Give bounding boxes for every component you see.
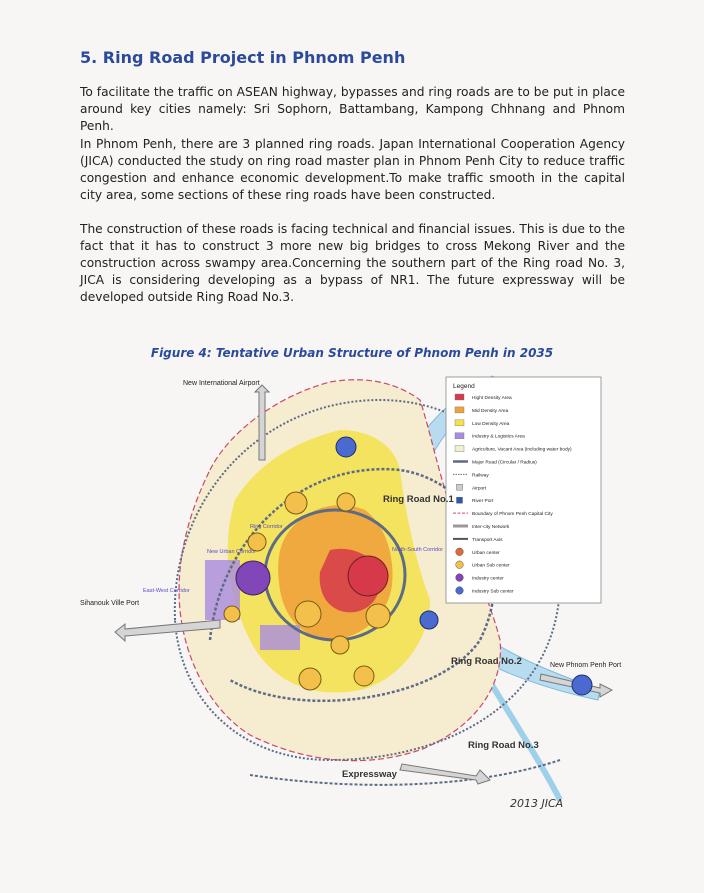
label-east-west-corridor: East-West Corridor [143, 588, 190, 594]
legend-label: Agriculture, Vacant Area (including water body) [472, 447, 572, 453]
legend-label: River Port [472, 499, 494, 505]
legend-label: Urban Sub center [472, 563, 510, 569]
section-heading: 5. Ring Road Project in Phnom Penh [80, 48, 406, 67]
legend-label: Hight Density Area [472, 396, 512, 401]
paragraph: In Phnom Penh, there are 3 planned ring roads. Japan International Cooperation Agency (JICA) conducted the study on ring road master plan in Phnom Penh City to reduce traffic congestion and enhance economic development.To make traffic smooth in the capital city area, some sections of these ring roads have been constructed. [80, 137, 625, 202]
label-ring2: Ring Road No.2 [451, 656, 522, 667]
legend-label: Railway [472, 473, 489, 479]
paragraph: To facilitate the traffic on ASEAN highway, bypasses and ring roads are to be put in place around key cities namely: Sri Sophorn, Battambang, Kampong Chhnang and Phnom Penh. [80, 85, 625, 133]
legend-symbol [456, 548, 464, 556]
legend-label: Low Density Area [472, 421, 510, 427]
legend-symbol [456, 574, 464, 582]
legend [446, 377, 601, 603]
label-airport: New International Airport [183, 380, 260, 387]
legend-symbol [457, 497, 463, 503]
figure-title: Figure 4: Tentative Urban Structure of Phnom Penh in 2035 [150, 346, 554, 360]
label-expressway: Expressway [342, 769, 397, 780]
legend-row [457, 497, 494, 504]
legend-row [457, 484, 487, 491]
figure-credit: 2013 JICA [510, 797, 564, 810]
label-north-south-corridor: North-South Corridor [392, 547, 444, 553]
label-new-urban-corridor: New Urban Corridor [207, 549, 256, 555]
label-ring3: Ring Road No.3 [468, 740, 539, 751]
legend-label: Mid Density Area [472, 408, 509, 414]
label-sihanouk: Sihanouk Ville Port [80, 600, 140, 607]
legend-symbol [455, 407, 464, 413]
legend-symbol [455, 394, 464, 400]
legend-row [455, 446, 572, 453]
legend-title: Legend [453, 383, 475, 390]
legend-label: Industry Sub center [472, 589, 514, 595]
legend-label: Transport Axis [472, 537, 503, 543]
legend-symbol [456, 561, 464, 569]
legend-row [455, 420, 510, 427]
legend-symbol [457, 484, 463, 490]
legend-symbol [456, 587, 464, 595]
legend-label: Urban center [472, 550, 500, 556]
label-port: New Phnom Penh Port [550, 662, 622, 669]
legend-label: Major Road (Circular / Radius) [472, 460, 537, 466]
label-ring1: Ring Road No.1 [383, 494, 454, 505]
legend-label: Airport [472, 486, 487, 492]
legend-label: Industry center [472, 576, 504, 582]
legend-symbol [455, 420, 464, 426]
paragraph: The construction of these roads is facing technical and financial issues. This is due to the fact that it has to construct 3 more new big bridges to cross Mekong River and the construction across swampy area.Concerning the southern part of the Ring road No. 3, JICA is considering developing as a bypass of NR1. The future expressway will be developed outside Ring Road No.3. [80, 222, 625, 304]
legend-symbol [455, 433, 464, 439]
legend-symbol [455, 446, 464, 452]
legend-row [455, 407, 509, 414]
legend-label: Industry & Logistics Area [472, 434, 525, 440]
label-ring-corridor: Ring Corridor [250, 524, 283, 530]
legend-row [455, 394, 512, 401]
legend-label: Inter-city Network [472, 525, 510, 530]
legend-label: Boundary of Phnom Penh Capital City [472, 512, 553, 518]
